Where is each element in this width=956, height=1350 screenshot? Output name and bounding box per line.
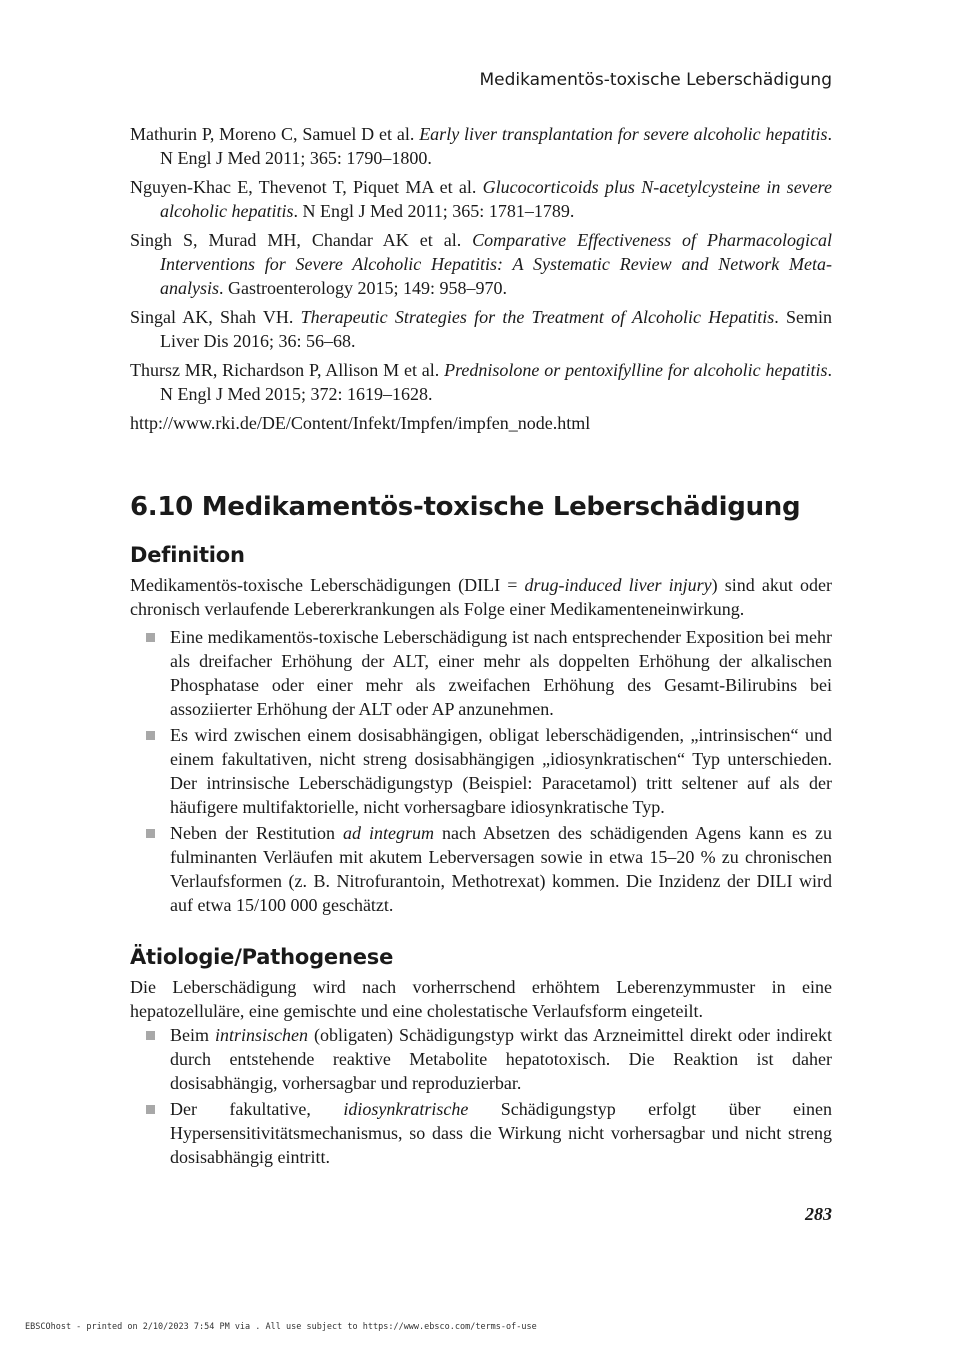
definition-intro-term: drug-induced liver injury [524,575,712,595]
section-heading: 6.10 Medikamentös-toxische Leberschädigung [130,492,801,522]
reference-authors: Nguyen-Khac E, Thevenot T, Piquet MA et al. [130,177,483,197]
reference-title: Prednisolone or pentoxifylline for alcoholic hepatitis [444,360,828,380]
definition-heading: Definition [130,543,245,567]
reference-title: Glucocorticoids plus N-acetylcysteine in severe alcoholic hepatitis [160,177,832,221]
aetiology-section [130,943,832,1171]
reference-source: . Semin Liver Dis 2016; 36: 56–68. [160,307,832,351]
reference-entry [130,228,832,300]
bullet-text: Neben der Restitution [170,823,344,843]
bullet-text-end: nach Absetzen des schädigenden Agens kann es zu fulminanten Verläufen mit akutem Leberversagen sowie in etwa 15–20 % zu chronischen Verlaufsformen (z. B. Nitrofurantoin, Methotrexat) kommen. Die Inzidenz der DILI wird auf etwa 15/100 000 geschätzt. [170,823,833,915]
running-head: Medikamentös-toxische Leberschädigung [479,70,832,90]
page-number: 283 [805,1204,832,1224]
aetiology-intro: Die Leberschädigung wird nach vorherrschend erhöhtem Leberenzymmuster in eine hepatozelluläre, eine gemischte und eine cholestatische Verlaufsform eingeteilt. [130,977,832,1021]
reference-url: http://www.rki.de/DE/Content/Infekt/Impfen/impfen_node.html [130,413,591,433]
footer-note: EBSCOhost - printed on 2/10/2023 7:54 PM via . All use subject to https://www.ebsco.com/terms-of-use [25,1322,537,1332]
reference-entry [130,175,832,223]
reference-title: Early liver transplantation for severe alcoholic hepatitis [419,124,828,144]
reference-entry [130,358,832,406]
bullet-item [130,821,832,917]
reference-entry [130,122,832,170]
definition-bullet-list [130,625,832,917]
aetiology-heading: Ätiologie/Pathogenese [130,945,394,969]
bullet-text-end: Schädigungstyp erfolgt über einen Hypersensitivitätsmechanismus, so dass die Wirkung nicht vorhersagbar und nicht streng dosisabhängig eintritt. [170,1099,832,1167]
square-bullet-icon [146,1031,155,1040]
reference-entry [130,305,832,353]
bullet-item [130,723,832,819]
bullet-item [130,625,832,721]
bullet-text: Beim [170,1025,216,1045]
reference-source: . N Engl J Med 2015; 372: 1619–1628. [160,360,832,404]
bullet-text-end: (obligaten) Schädigungstyp wirkt das Arzneimittel direkt oder indirekt durch entstehende reaktive Metabolite hepatotoxisch. Die Reaktion ist daher dosisabhängig, vorhersagbar und reproduzierbar. [170,1025,832,1093]
square-bullet-icon [146,1105,155,1114]
reference-source: . N Engl J Med 2011; 365: 1790–1800. [160,124,832,168]
bullet-text: Eine medikamentös-toxische Leberschädigung ist nach entsprechender Exposition bei mehr als dreifacher Erhöhung der ALT, einer mehr als doppelten Erhöhung der alkalischen Phosphatase oder einer mehr als zweifachen Erhöhung des Gesamt-Bilirubins bei assoziierter Erhöhung der ALT oder AP anzunehmen. [170,627,832,719]
definition-section [130,541,832,919]
reference-title: Therapeutic Strategies for the Treatment of Alcoholic Hepatitis [300,307,775,327]
bullet-text-italic: intrinsischen [215,1025,309,1045]
bullet-item [130,1023,832,1095]
square-bullet-icon [146,829,155,838]
reference-list [130,122,832,435]
reference-source: . N Engl J Med 2011; 365: 1781–1789. [293,201,575,221]
reference-authors: Singh S, Murad MH, Chandar AK et al. [130,230,473,250]
bullet-item [130,1097,832,1169]
square-bullet-icon [146,633,155,642]
bullet-text-italic: ad integrum [343,823,435,843]
reference-title: Comparative Effectiveness of Pharmacological Interventions for Severe Alcoholic Hepatitis: A Systematic Review and Network Meta-analysis [160,230,832,298]
aetiology-bullet-list [130,1023,832,1169]
bullet-text-italic: idiosynkratrische [343,1099,469,1119]
square-bullet-icon [146,731,155,740]
definition-intro-text-end: ) sind akut oder chronisch verlaufende Lebererkrankungen als Folge einer Medikamenteneinwirkung. [130,575,832,619]
reference-source: . Gastroenterology 2015; 149: 958–970. [219,278,507,298]
reference-authors: Thursz MR, Richardson P, Allison M et al. [130,360,445,380]
reference-authors: Singal AK, Shah VH. [130,307,301,327]
definition-intro [130,573,832,621]
reference-authors: Mathurin P, Moreno C, Samuel D et al. [130,124,420,144]
definition-intro-text: Medikamentös-toxische Leberschädigungen (DILI = [130,575,525,595]
bullet-text: Der fakultative, [170,1099,344,1119]
bullet-text: Es wird zwischen einem dosisabhängigen, obligat leberschädigenden, „intrinsischen“ und einem fakultativen, nicht streng dosisabhängigen „idiosynkratischen“ Typ unterschieden. Der intrinsische Leberschädigungstyp (Beispiel: Paracetamol) tritt seltener auf als der häufigere multifaktorielle, nicht vorhersagbare idiosynkratische Typ. [170,725,832,817]
